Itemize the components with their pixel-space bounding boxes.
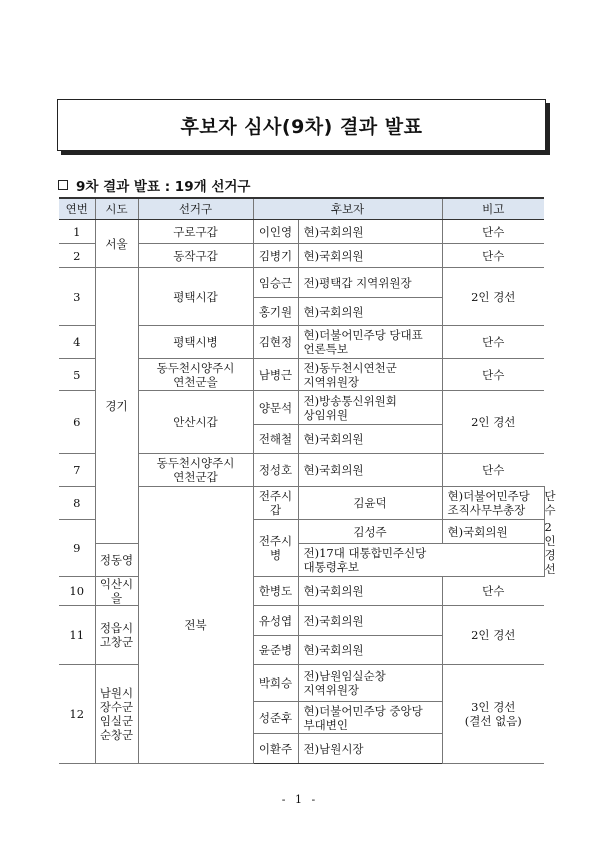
candidate-name: 이인영 bbox=[253, 220, 298, 244]
table-row bbox=[59, 220, 544, 244]
candidate-note: 전)동두천시연천군 지역위원장 bbox=[298, 359, 442, 391]
district-cell: 동작구갑 bbox=[138, 244, 253, 268]
candidate-name: 성준후 bbox=[253, 702, 298, 734]
candidate-name: 정동영 bbox=[95, 544, 138, 577]
row-number: 3 bbox=[59, 268, 95, 326]
candidate-name: 정성호 bbox=[253, 454, 298, 487]
table-row: 9 전주시병 김성주 현)국회의원 2인 경선 bbox=[59, 520, 544, 544]
candidate-name: 이환주 bbox=[253, 734, 298, 764]
candidate-name: 유성엽 bbox=[253, 606, 298, 636]
page-title: 후보자 심사(9차) 결과 발표 bbox=[57, 99, 546, 151]
row-number: 8 bbox=[59, 487, 95, 520]
candidate-name: 전해철 bbox=[253, 425, 298, 454]
table-header-row bbox=[59, 198, 544, 220]
candidate-name: 박희승 bbox=[253, 665, 298, 702]
candidate-note: 현)국회의원 bbox=[298, 636, 442, 665]
candidate-name: 김윤덕 bbox=[298, 487, 442, 520]
candidate-note: 전)17대 대통합민주신당 대통령후보 bbox=[298, 544, 442, 577]
candidate-name: 윤준병 bbox=[253, 636, 298, 665]
candidate-name: 한병도 bbox=[253, 577, 298, 606]
table-row bbox=[59, 606, 544, 636]
candidate-note: 현)국회의원 bbox=[298, 298, 442, 326]
candidate-note: 전)남원임실순창 지역위원장 bbox=[298, 665, 442, 702]
row-number: 4 bbox=[59, 326, 95, 359]
district-cell: 전주시병 bbox=[253, 520, 298, 577]
candidate-name: 양문석 bbox=[253, 391, 298, 425]
section-heading-text: 9차 결과 발표 : 19개 선거구 bbox=[76, 179, 251, 195]
square-bullet-icon bbox=[58, 180, 68, 190]
table-row bbox=[59, 268, 544, 298]
district-cell: 남원시장수군 임실군순창군 bbox=[95, 665, 138, 764]
row-number: 2 bbox=[59, 244, 95, 268]
candidate-note: 현)더불어민주당 조직사무부총장 bbox=[442, 487, 544, 520]
district-cell: 정읍시고창군 bbox=[95, 606, 138, 665]
candidate-note: 현)국회의원 bbox=[298, 577, 442, 606]
remark-cell: 단수 bbox=[442, 220, 544, 244]
header-district: 선거구 bbox=[138, 198, 253, 220]
table-row bbox=[59, 544, 544, 577]
remark-cell: 3인 경선 (결선 없음) bbox=[442, 665, 544, 764]
candidate-note: 현)국회의원 bbox=[298, 454, 442, 487]
district-cell: 익산시을 bbox=[95, 577, 138, 606]
candidate-note: 현)국회의원 bbox=[298, 244, 442, 268]
remark-cell: 단수 bbox=[442, 454, 544, 487]
row-number: 11 bbox=[59, 606, 95, 665]
remark-cell: 2인 경선 bbox=[442, 268, 544, 326]
table-row bbox=[59, 577, 544, 606]
row-number: 1 bbox=[59, 220, 95, 244]
candidate-note: 전)남원시장 bbox=[298, 734, 442, 764]
remark-cell: 단수 bbox=[442, 244, 544, 268]
region-cell: 전북 bbox=[138, 487, 253, 764]
row-number: 7 bbox=[59, 454, 95, 487]
remark-cell: 단수 bbox=[442, 577, 544, 606]
candidate-note: 전)평택갑 지역위원장 bbox=[298, 268, 442, 298]
header-remark: 비고 bbox=[442, 198, 544, 220]
header-candidate: 후보자 bbox=[253, 198, 442, 220]
header-no: 연번 bbox=[59, 198, 95, 220]
region-cell: 경기 bbox=[95, 268, 138, 544]
district-cell: 동두천시양주시 연천군을 bbox=[138, 359, 253, 391]
candidate-note: 현)국회의원 bbox=[298, 220, 442, 244]
row-number: 12 bbox=[59, 665, 95, 764]
page-number: - 1 - bbox=[281, 793, 319, 806]
region-cell: 서울 bbox=[95, 220, 138, 268]
candidate-name: 남병근 bbox=[253, 359, 298, 391]
candidate-note: 전)국회의원 bbox=[298, 606, 442, 636]
district-cell: 구로구갑 bbox=[138, 220, 253, 244]
candidate-note: 전)방송통신위원회 상임위원 bbox=[298, 391, 442, 425]
section-heading bbox=[58, 175, 250, 195]
candidate-note: 현)더불어민주당 중앙당 부대변인 bbox=[298, 702, 442, 734]
candidate-name: 김현정 bbox=[253, 326, 298, 359]
district-cell: 전주시갑 bbox=[253, 487, 298, 520]
table-row: 8 전북 전주시갑 김윤덕 현)더불어민주당 조직사무부총장 단수 bbox=[59, 487, 544, 520]
results-table bbox=[59, 197, 556, 764]
table-row bbox=[59, 665, 544, 702]
row-number: 6 bbox=[59, 391, 95, 454]
district-cell: 평택시병 bbox=[138, 326, 253, 359]
row-number: 10 bbox=[59, 577, 95, 606]
candidate-name: 임승근 bbox=[253, 268, 298, 298]
district-cell: 동두천시양주시 연천군갑 bbox=[138, 454, 253, 487]
row-number: 5 bbox=[59, 359, 95, 391]
candidate-name: 김성주 bbox=[298, 520, 442, 544]
district-cell: 평택시갑 bbox=[138, 268, 253, 326]
remark-cell: 단수 bbox=[442, 359, 544, 391]
candidate-note: 현)국회의원 bbox=[442, 520, 544, 544]
candidate-note: 현)국회의원 bbox=[298, 425, 442, 454]
remark-cell: 2인 경선 bbox=[442, 606, 544, 665]
candidate-note: 현)더불어민주당 당대표 언론특보 bbox=[298, 326, 442, 359]
remark-cell: 2인 경선 bbox=[442, 391, 544, 454]
header-region: 시도 bbox=[95, 198, 138, 220]
candidate-name: 김병기 bbox=[253, 244, 298, 268]
candidate-name: 홍기원 bbox=[253, 298, 298, 326]
remark-cell: 단수 bbox=[442, 326, 544, 359]
district-cell: 안산시갑 bbox=[138, 391, 253, 454]
row-number: 9 bbox=[59, 520, 95, 577]
